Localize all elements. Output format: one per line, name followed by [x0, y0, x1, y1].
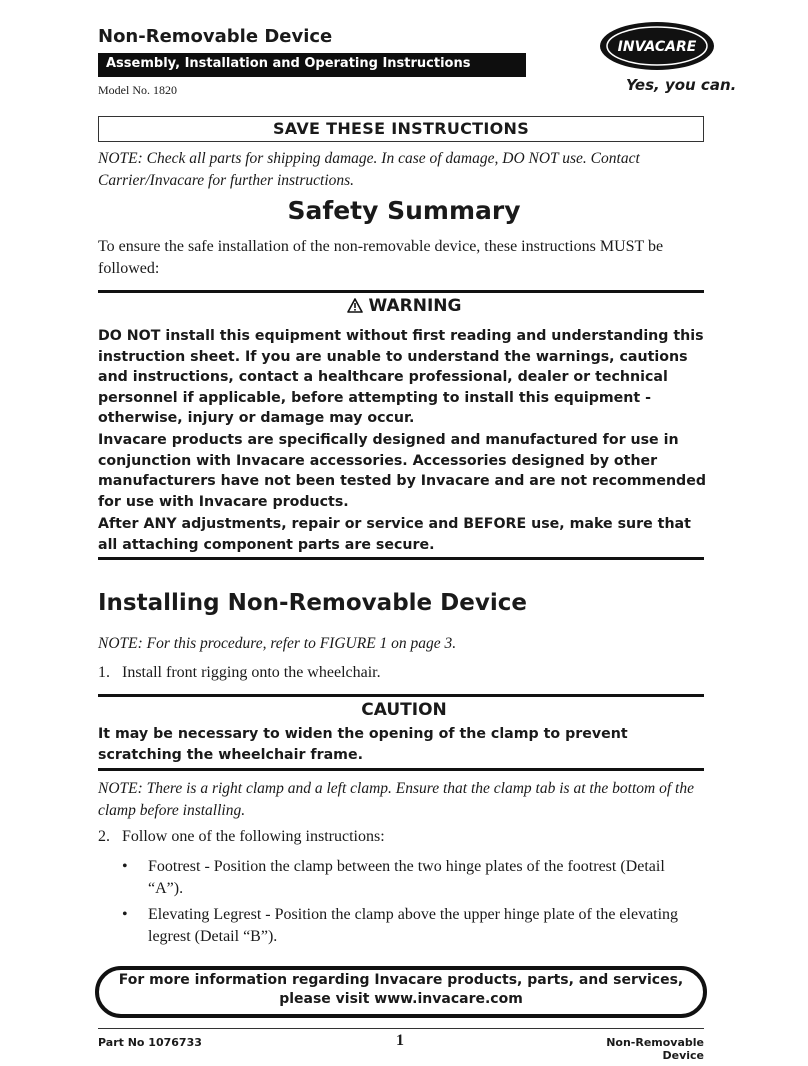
- warning-paragraph: DO NOT install this equipment without first reading and understanding this instruction sheet. If you are unable to understand the warnings, cautions and instructions, contact a healthcare professional, dealer or technical personnel if applicable, before attempting to install this equipment - otherwise, injury or damage may occur.: [98, 328, 704, 426]
- caution-bottom-rule: [98, 768, 704, 771]
- info-line-2: please visit www.invacare.com: [279, 991, 523, 1007]
- footer-rule: [98, 1028, 704, 1029]
- model-number: Model No. 1820: [98, 83, 177, 97]
- warning-paragraph: Invacare products are specifically designed and manufactured for use in conjunction with Invacare accessories. Accessories designed by other manufacturers have not been tested by Invacare and are not recommended for use with Invacare products.: [98, 432, 706, 510]
- safety-intro: To ensure the safe installation of the non-removable device, these instructions MUST be followed:: [98, 238, 664, 277]
- save-instructions-banner: SAVE THESE INSTRUCTIONS: [98, 116, 704, 142]
- installing-heading: Installing Non-Removable Device: [98, 590, 527, 616]
- list-item: [122, 856, 702, 900]
- warning-bottom-rule: [98, 557, 704, 560]
- document-subtitle: Assembly, Installation and Operating Instructions: [106, 56, 471, 71]
- list-item-text: Elevating Legrest - Position the clamp above the upper hinge plate of the elevating legrest (Detail “B”).: [148, 906, 679, 945]
- invacare-logo: [598, 20, 716, 72]
- footer-doc-name: Non-Removable Device: [606, 1036, 704, 1062]
- step-number: 1.: [98, 664, 110, 681]
- footer-part-number: Part No 1076733: [98, 1036, 202, 1049]
- step-number: 2.: [98, 828, 110, 845]
- caution-top-rule: [98, 694, 704, 697]
- warning-top-rule: [98, 290, 704, 293]
- shipping-note: NOTE: Check all parts for shipping damage. In case of damage, DO NOT use. Contact Carrier/Invacare for further instructions.: [98, 150, 640, 189]
- warning-title: [0, 296, 808, 316]
- warning-paragraph: After ANY adjustments, repair or service and BEFORE use, make sure that all attaching component parts are secure.: [98, 516, 691, 553]
- warning-triangle-icon: [347, 298, 363, 313]
- info-line-1: For more information regarding Invacare products, parts, and services,: [118, 972, 684, 988]
- caution-text: It may be necessary to widen the opening of the clamp to prevent scratching the wheelchair frame.: [98, 726, 628, 763]
- bullet-icon: •: [122, 858, 128, 875]
- step-text: Install front rigging onto the wheelchair.: [122, 664, 381, 681]
- step-1: [98, 662, 381, 684]
- clamp-note: NOTE: There is a right clamp and a left clamp. Ensure that the clamp tab is at the bottom of the clamp before installing.: [98, 780, 694, 819]
- procedure-note: NOTE: For this procedure, refer to FIGURE 1 on page 3.: [98, 635, 457, 652]
- list-item-text: Footrest - Position the clamp between the two hinge plates of the footrest (Detail “A”).: [148, 858, 665, 897]
- document-title: Non-Removable Device: [98, 26, 333, 47]
- step-2: [98, 826, 385, 848]
- bullet-icon: •: [122, 906, 128, 923]
- tagline: Yes, you can.: [626, 76, 737, 94]
- warning-title-text: WARNING: [368, 296, 462, 316]
- caution-title: CAUTION: [361, 700, 447, 720]
- logo-text: INVACARE: [617, 39, 697, 55]
- page-number: 1: [396, 1032, 404, 1049]
- step-text: Follow one of the following instructions:: [122, 828, 385, 845]
- safety-summary-heading: Safety Summary: [287, 196, 521, 225]
- list-item: [122, 904, 702, 948]
